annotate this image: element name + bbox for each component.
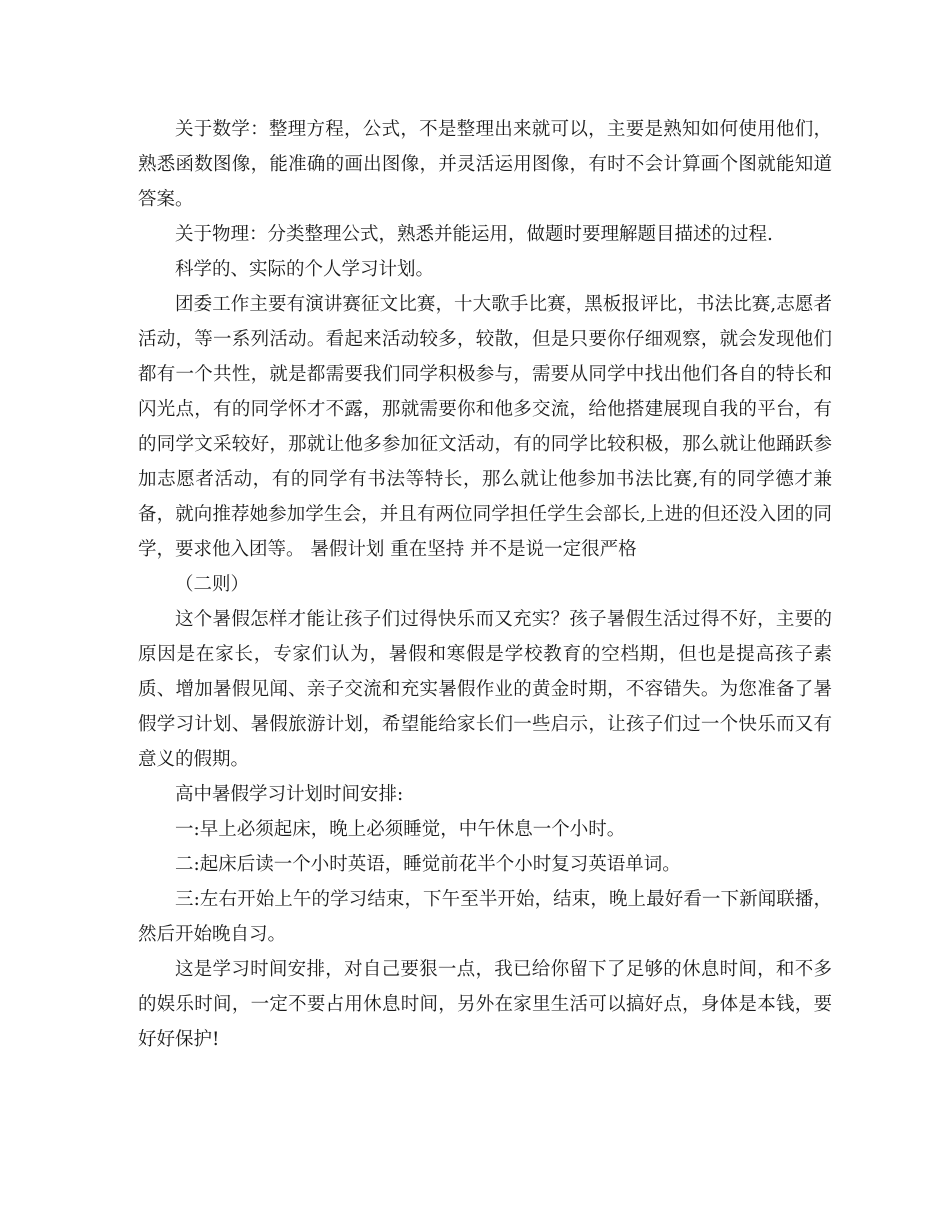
paragraph-summer-intro: 这个暑假怎样才能让孩子们过得快乐而又充实？孩子暑假生活过得不好，主要的原因是在家长，专家们认为，暑假和寒假是学校教育的空档期，但也是提高孩子素质、增加暑假见闻、亲子交流和充实暑假作业的黄金时期，不容错失。为您准备了暑假学习计划、暑假旅游计划，希望能给家长们一些启示，让孩子们过一个快乐而又有意义的假期。: [138, 609, 832, 770]
paragraph-schedule-heading: 高中暑假学习计划时间安排:: [175, 784, 404, 805]
paragraph-math: 关于数学：整理方程，公式，不是整理出来就可以，主要是熟知如何使用他们，熟悉函数图像，能准确的画出图像，并灵活运用图像，有时不会计算画个图就能知道答案。: [138, 119, 832, 210]
paragraph-physics: 关于物理：分类整理公式，熟悉并能运用，做题时要理解题目描述的过程.: [175, 224, 773, 245]
paragraph-closing: 这是学习时间安排，对自己要狠一点，我已给你留下了足够的休息时间，和不多的娱乐时间，一定不要占用休息时间，另外在家里生活可以搞好点，身体是本钱，要好好保护!: [138, 959, 832, 1050]
section-label-two: （二则）: [175, 574, 250, 595]
paragraph-schedule-item-1: 一:早上必须起床，晚上必须睡觉，中午休息一个小时。: [175, 819, 626, 840]
paragraph-plan-heading: 科学的、实际的个人学习计划。: [175, 259, 435, 280]
paragraph-schedule-item-3: 三:左右开始上午的学习结束，下午至半开始，结束，晚上最好看一下新闻联播，然后开始晚自习。: [138, 889, 832, 945]
document-body: [138, 112, 832, 1057]
paragraph-league-work: 团委工作主要有演讲赛征文比赛，十大歌手比赛，黑板报评比，书法比赛,志愿者活动，等一系列活动。看起来活动较多，较散，但是只要你仔细观察，就会发现他们都有一个共性，就是都需要我们同学积极参与，需要从同学中找出他们各自的特长和闪光点，有的同学怀才不露，那就需要你和他多交流，给他搭建展现自我的平台，有的同学文采较好，那就让他多参加征文活动，有的同学比较积极，那么就让他踊跃参加志愿者活动，有的同学有书法等特长，那么就让他参加书法比赛,有的同学德才兼备，就向推荐她参加学生会，并且有两位同学担任学生会部长,上进的但还没入团的同学，要求他入团等。 暑假计划 重在坚持 并不是说一定很严格: [138, 294, 832, 560]
paragraph-schedule-item-2: 二:起床后读一个小时英语，睡觉前花半个小时复习英语单词。: [175, 854, 681, 875]
